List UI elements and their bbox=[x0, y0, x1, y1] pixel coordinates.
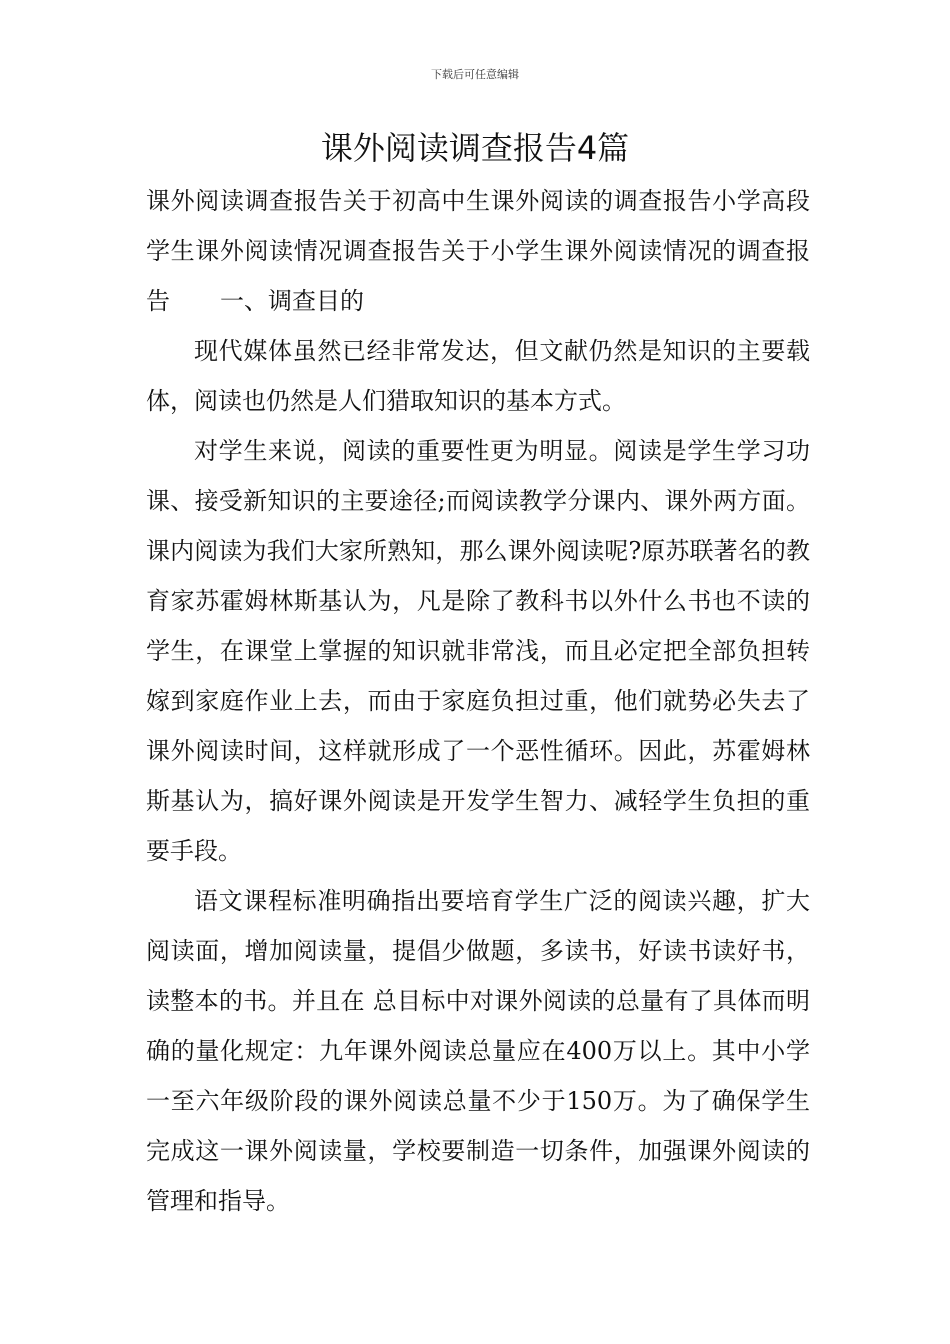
header-note: 下载后可任意编辑 bbox=[431, 68, 519, 81]
paragraph-importance: 对学生来说，阅读的重要性更为明显。阅读是学生学习功课、接受新知识的主要途径;而阅读教学分课内、课外两方面。课内阅读为我们大家所熟知，那么课外阅读呢?原苏联著名的教育家苏霍姆林斯基认为，凡是除了教科书以外什么书也不读的学生，在课堂上掌握的知识就非常浅，而且必定把全部负担转嫁到家庭作业上去，而由于家庭负担过重，他们就势必失去了课外阅读时间，这样就形成了一个恶性循环。因此，苏霍姆林斯基认为，搞好课外阅读是开发学生智力、减轻学生负担的重要手段。 bbox=[146, 437, 810, 865]
paragraph-purpose: 现代媒体虽然已经非常发达，但文献仍然是知识的主要载体，阅读也仍然是人们猎取知识的基本方式。 bbox=[146, 337, 810, 415]
paragraph-curriculum: 语文课程标准明确指出要培育学生广泛的阅读兴趣，扩大阅读面，增加阅读量，提倡少做题，多读书，好读书读好书，读整本的书。并且在 总目标中对课外阅读的总量有了具体而明确的量化规定：九年课外阅读总量应在400万以上。其中小学一至六年级阶段的课外阅读总量不少于150万。为了确保学生完成这一课外阅读量，学校要制造一切条件，加强课外阅读的管理和指导。 bbox=[146, 887, 810, 1215]
intro-text: 课外阅读调查报告关于初高中生课外阅读的调查报告小学高段学生课外阅读情况调查报告关于小学生课外阅读情况的调查报告 bbox=[146, 187, 810, 315]
section-heading: 一、调查目的 bbox=[220, 287, 364, 315]
document-body bbox=[146, 176, 810, 1226]
intro-paragraph bbox=[146, 176, 810, 326]
document-title: 课外阅读调查报告4篇 bbox=[320, 129, 630, 167]
